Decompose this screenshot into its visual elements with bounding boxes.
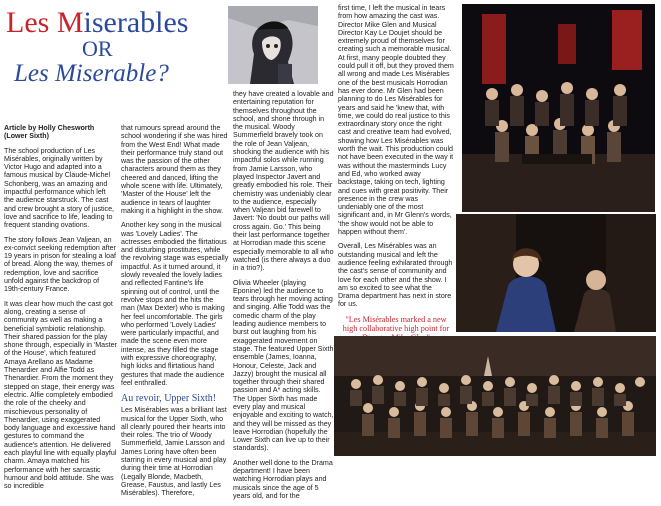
title-line-3: Les Miserable?: [14, 60, 169, 87]
text-column-3: [233, 90, 334, 506]
title-blue-letters: iserables: [83, 6, 189, 39]
text-column-4: [338, 4, 454, 342]
title-line-2: OR: [82, 36, 113, 61]
title-line-1: [6, 8, 188, 38]
paragraph: Another well done to the Drama department! I have been watching Horrodian plays and musicals since the age of 5 years old, and for the: [233, 458, 333, 500]
byline-author: Article by Holly Chesworth: [4, 124, 95, 132]
les-mis-poster-image: [228, 6, 318, 84]
paragraph: The school production of Les Misérables, originally written by Victor Hugo and adapted into a famous musical by Claude-Michel Schonberg, was an amazing and impactful performance which left the audience starstruck. The cast and crew brought a story of justice, love and sacrifice to life, leading to frequent standing ovations.: [4, 146, 115, 230]
ensemble-stage-photo: [462, 4, 655, 212]
finale-cast-photo: [334, 336, 656, 456]
paragraph: first time, I left the musical in tears from how amazing the cast was. Director Mike Glen and Musical Director Kay Le Doujet should be extremely proud of themselves for creating such a memorable musical. At first, many people doubted they could pull it off, but they proved them all wrong and made Les Misérables one of the best musicals Horrodian has ever done. Mr Glen had been planning to do Les Misérables for years and said he 'knew that, with time, we could do real justice to this extraordinary story once the right cast and creative team had evolved, showing how Les Misérables was worth the wait. This production could not have been executed in the way it was without the masterminds Lucy and Ed, who worked away backstage, taking on tech, lighting and cues with great positivity. Their presence in the crew was undeniably one of the most significant and, in Mr Glenn's words, 'the show would not be able to happen without them'.: [338, 4, 454, 237]
paragraph: Les Misérables was a brilliant last musical for the Upper Sixth, who all clearly poured their hearts into their roles. The trio of Woody Summerfield, Jamie Larsson and James Loring have often been starring in every musical and play during their time at Horrodian (Legally Blonde, Macbeth, Grease, Faustus, and lastly Les Misérables). Therefore,: [121, 406, 227, 498]
text-column-1: [4, 124, 117, 496]
paragraph: that rumours spread around the school wondering if she was hired from the West End! What made their performance truly stand out was the passion of the other characters around them as they cheered and danced, lifting the whole scene with life. Ultimately, 'Master of the House' left the audience in tears of laughter making it a highlight in the show.: [121, 124, 228, 215]
paragraph: they have created a lovable and entertaining reputation for themselves throughout the school, and shone through in the musical. Woody Summerfield bravely took on the role of Jean Valjean, shocking the audience with his impactful solos while running from Jamie Larsson, who played Inspector Javert and greatly embodied his role. Their chemistry was undeniably clear to the audience, especially when Valjean bid farewell to Javert: 'No doubt our paths will cross again. Go.' This being their last performance together at Horrodian made this scene especially memorable to all who watched (is there always a duo in a trio?).: [233, 90, 334, 273]
section-subheading: Au revoir, Upper Sixth!: [121, 393, 217, 405]
paragraph: Another key song in the musical was 'Lovely Ladies'. The actresses embodied the flirtatious and disturbing prostitutes, while the revolving stage was especially impactful. As it turned around, it slowly revealed the lovely ladies and reflected Fantine's life spinning out of control, until the revolve stops and the hits the man (Max Dexter) who is making her feel uncomfortable. The girls who performed 'Lovely Ladies' were particularly impactful, and made the scene even more intense, as they filled the stage with expressive choreography, high kicks and flirtatious hand gestures that made the audience feel enthralled.: [121, 221, 229, 387]
paragraph: Olivia Wheeler (playing Eponine) led the audience to tears through her moving acting and singing. Alfie Todd was the comedic charm of the play leading audience members to burst out laughing from his exaggerated movement on stage. The featured Upper Sixth ensemble (James, Ioanna, Honour, Celeste, Jack and Jazzy) brought the musical all together through their shared passion and A* acting skills. The Upper Sixth has made every play and musical enjoyable and exciting to watch, and they will be missed as they leave Horrodian (hopefully the Lower Sixth can live up to their standards).: [233, 278, 334, 453]
pull-quote: "Les Misérables marked a new high collaborative high point for: [342, 314, 450, 333]
text-column-2: [121, 124, 229, 503]
title-red-letters: Les M: [6, 6, 84, 39]
paragraph: The story follows Jean Valjean, an ex-convict seeking redemption after 19 years in prison for stealing a loaf of bread. Along the way, themes of redemption, love and sacrifice unfold against the backdrop of 19th-century France.: [4, 235, 116, 294]
byline: [4, 124, 117, 141]
solo-singer-photo: [456, 214, 656, 332]
byline-year: (Lower Sixth): [4, 132, 49, 141]
paragraph: It was clear how much the cast got along, creating a sense of community as well as making a beneficial symbiotic relationship. Their shared passion for the play shone through, especially in 'Master of the House', which featured Amaya Arellano as Madame Thenardier and Alfie Todd as Thenardier. From the moment they stepped on stage, their energy was electric. Alfie completely embodied the role of the cheeky and mischievous personality of Thenardier, using exaggerated body language and excessive hand gestures to command the audience's attention. He delivered each playful line with equally playful charm. Amaya matched his performance with her sarcastic humour and bold attitude. She was so incredible: [4, 299, 117, 491]
paragraph: Overall, Les Misérables was an outstanding musical and left the audience feeling exhilarated through the cast's sense of community and love for each other and the show. I am so excited to see what the Drama department has next in store for us.: [338, 242, 453, 309]
